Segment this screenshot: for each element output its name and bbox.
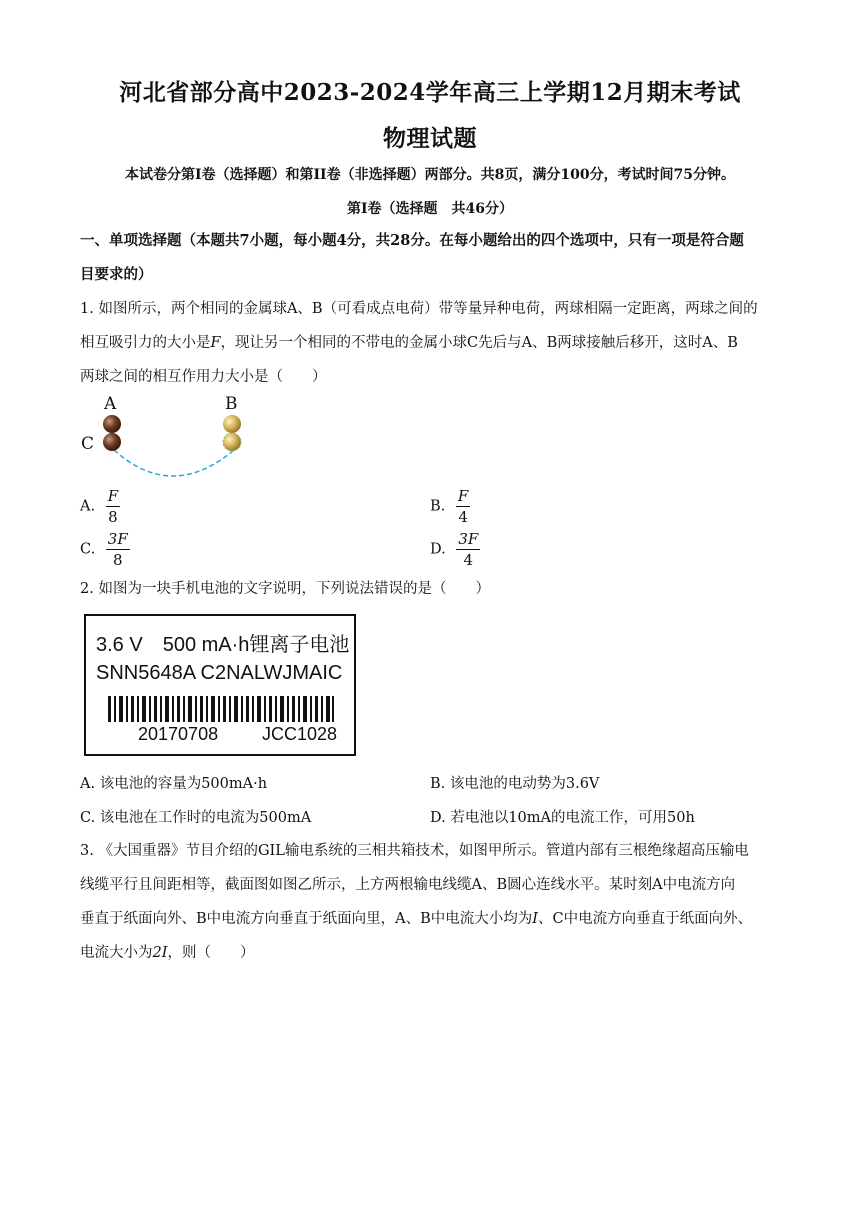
barcode-icon <box>108 696 334 722</box>
fraction-denominator: 4 <box>458 508 468 526</box>
q1-figure <box>80 392 260 482</box>
label-c: C <box>81 434 95 454</box>
q3-line-3-post: 、C中电流方向垂直于纸面向外、 <box>538 911 753 927</box>
q3-variable-i: I <box>532 911 539 927</box>
q2-option-b[interactable]: B. 该电池的电动势为3.6V <box>430 776 600 792</box>
option-fraction <box>106 529 130 570</box>
fraction-numerator: 3F <box>107 530 128 548</box>
sphere-c-at-b <box>223 433 241 451</box>
section-heading-line-1: 一、单项选择题（本题共7小题，每小题4分，共28分。在每小题给出的四个选项中，只有一项是符合题 <box>80 232 744 249</box>
q3-line-4 <box>80 936 785 970</box>
fraction-denominator: 8 <box>113 551 123 569</box>
option-letter: C. <box>80 541 96 558</box>
option-letter: B. <box>430 498 446 515</box>
transfer-path <box>114 450 234 476</box>
question-3-stem <box>80 834 785 970</box>
q1-option-a[interactable] <box>80 486 120 527</box>
battery-code: JCC1028 <box>262 724 338 744</box>
sphere-a <box>103 415 121 433</box>
q2-option-d[interactable]: D. 若电池以10mA的电流工作，可用50h <box>430 810 695 826</box>
exam-subtitle: 物理试题 <box>383 125 477 152</box>
section-heading <box>80 224 785 292</box>
battery-model-line: SNN5648A C2NALWJMAIC <box>96 662 343 684</box>
sphere-b <box>223 415 241 433</box>
exam-intro: 本试卷分第I卷（选择题）和第II卷（非选择题）两部分。共8页，满分100分，考试时间75分钟。 <box>124 167 736 183</box>
q2-option-a[interactable]: A. 该电池的容量为500mA·h <box>80 776 268 792</box>
question-2-stem: 2. 如图为一块手机电池的文字说明，下列说法错误的是（ ） <box>80 581 490 597</box>
q1-line-2 <box>80 326 785 360</box>
option-letter: D. <box>430 541 446 558</box>
option-fraction <box>106 486 120 527</box>
battery-date: 20170708 <box>138 724 219 744</box>
question-1-stem <box>80 292 785 394</box>
q1-line-1: 1. 如图所示，两个相同的金属球A、B（可看成点电荷）带等量异种电荷，两球相隔一定距离，两球之间的 <box>80 301 758 317</box>
q3-variable-2i: 2I <box>152 945 168 961</box>
fraction-numerator: F <box>457 487 469 505</box>
q1-line-3: 两球之间的相互作用力大小是（ ） <box>80 369 327 385</box>
q1-line-2-pre: 相互吸引力的大小是 <box>80 335 211 351</box>
q3-line-3 <box>80 902 785 936</box>
fraction-denominator: 8 <box>108 508 118 526</box>
q1-option-b[interactable] <box>430 486 470 527</box>
part-title: 第I卷（选择题 共46分） <box>346 201 514 217</box>
section-heading-line-2: 目要求的） <box>80 266 153 283</box>
q1-option-c[interactable] <box>80 529 130 570</box>
fraction-numerator: F <box>107 487 119 505</box>
option-fraction <box>456 529 480 570</box>
q1-line-2-post: ，现让另一个相同的不带电的金属小球C先后与A、B两球接触后移开，这时A、B <box>220 335 738 351</box>
q3-line-2: 线缆平行且间距相等，截面图如图乙所示，上方两根输电线缆A、B圆心连线水平。某时刻A中电流方向 <box>80 877 736 893</box>
option-fraction <box>456 486 470 527</box>
q3-line-3-pre: 垂直于纸面向外、B中电流方向垂直于纸面向里，A、B中电流大小均为 <box>80 911 533 927</box>
q3-line-4-post: ，则（ ） <box>167 945 255 961</box>
label-a: A <box>104 394 117 414</box>
q3-line-1: 3. 《大国重器》节目介绍的GIL输电系统的三相共箱技术，如图甲所示。管道内部有三根绝缘超高压输电 <box>80 843 749 859</box>
label-b: B <box>225 394 238 414</box>
exam-title: 河北省部分高中2023-2024学年高三上学期12月期末考试 <box>119 79 741 106</box>
battery-label <box>84 614 356 756</box>
fraction-numerator: 3F <box>458 530 479 548</box>
battery-spec-line: 3.6 V 500 mA·h锂离子电池 <box>96 634 350 656</box>
option-letter: A. <box>80 498 96 515</box>
sphere-c <box>103 433 121 451</box>
q2-option-c[interactable]: C. 该电池在工作时的电流为500mA <box>80 810 312 826</box>
fraction-denominator: 4 <box>463 551 474 569</box>
q1-option-d[interactable] <box>430 529 480 570</box>
q3-line-4-pre: 电流大小为 <box>80 945 153 961</box>
q1-variable-f: F <box>210 335 221 351</box>
